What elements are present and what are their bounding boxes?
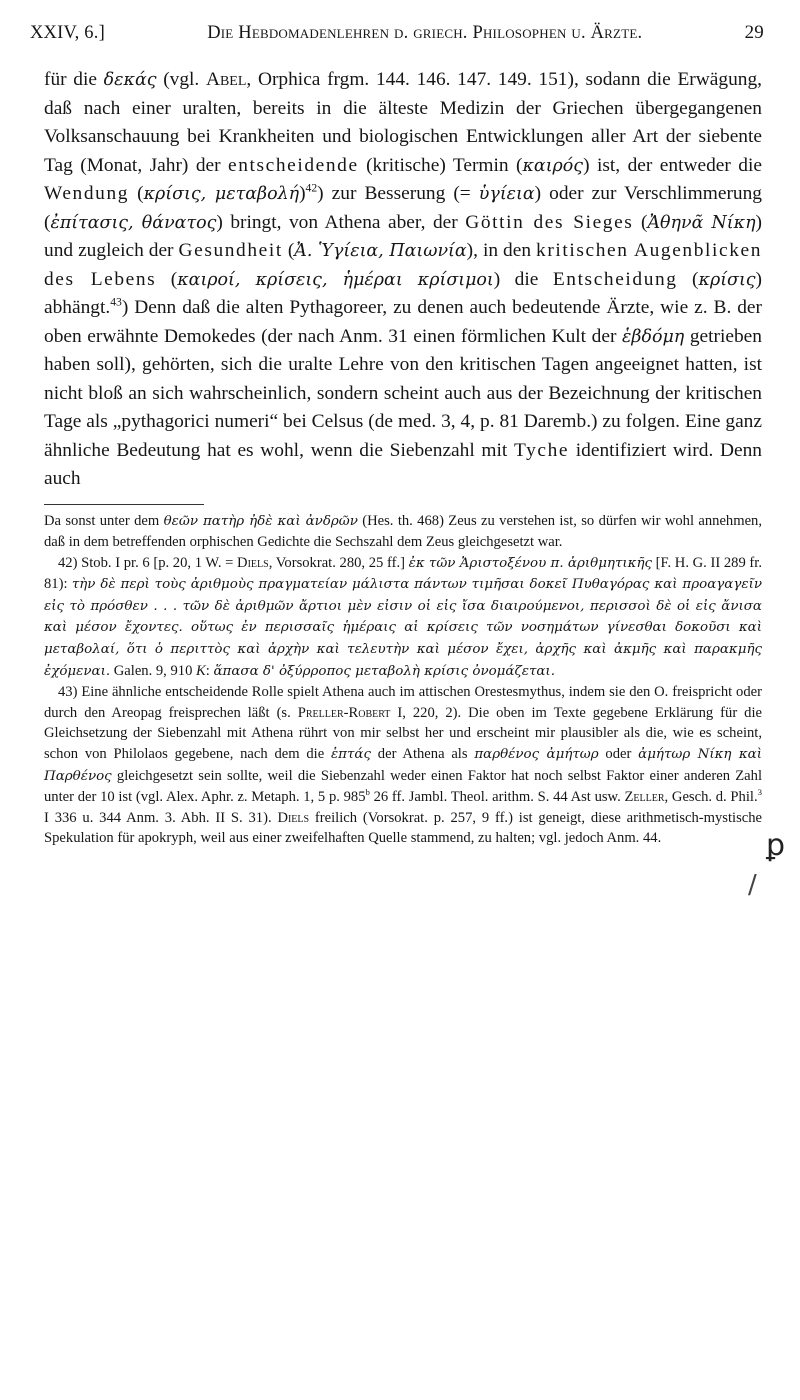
page-number: 29 — [744, 22, 764, 43]
footnotes — [44, 511, 762, 850]
running-header — [30, 22, 764, 44]
main-text — [44, 66, 762, 494]
footnote-43: 43) Eine ähnliche entscheidende Rolle spielt Athena auch im attischen Orestesmythus, indem sie den O. freispricht oder durch den Areopag freisprechen läßt (s. Preller-Robert I, 220, 2). Die oben im Texte gegebene Erklärung für die Gleichsetzung der Siebenzahl mit Athena rührt von mir selbst her und erscheint mir plausibler als die, wie es scheint, schon von Philolaos gegebene, nach dem die ἑπτάς der Athena als παρθένος ἀμήτωρ oder ἀμήτωρ Νίκη καὶ Παρθένος gleichgesetzt sein sollte, weil die Siebenzahl weder einen Faktor hat noch selbst Faktor einer anderen Zahl unter der 10 ist (vgl. Alex. Aphr. z. Metaph. 1, 5 p. 985$^b$ 26 ff. Jambl. Theol. arithm. S. 44 Ast usw. Zeller, Gesch. d. Phil.$^3$ I 336 u. 344 Anm. 3. Abh. II S. 31). Diels freilich (Vorsokrat. p. 257, 9 ff.) ist geneigt, diese arithmetisch-mystische Spekulation für apokryph, weil aus einer zweifelhaften Quelle stammend, zu halten; vgl. jedoch Anm. 44. — [44, 684, 763, 847]
chapter-reference: XXIV, 6.] — [30, 23, 105, 43]
margin-mark: ꝑ — [766, 828, 786, 863]
margin-slash: / — [748, 870, 757, 900]
footnote-separator — [44, 504, 204, 505]
running-title: Die Hebdomadenlehren d. griech. Philosophen u. Ärzte. — [207, 23, 643, 43]
main-paragraph: für die δεκάς (vgl. Abel, Orphica frgm. 144. 146. 147. 149. 151), sodann die Erwägung, daß nach einer uralten, bereits in die älteste Medizin der Griechen übergegangenen Volksanschauung bei Krankheiten und biologischen Entwicklungen aller Art der siebente Tag (Monat, Jahr) der entscheidende (kritische) Termin (καιρός) ist, der entweder die Wendung (κρίσις, μεταβολή)$^{42}$) zur Besserung (= ὑγίεια) oder zur Verschlimmerung (ἐπίτασις, θάνατος) bringt, von Athena aber, der Göttin des Sieges (Ἀθηνᾶ Νίκη) und zugleich der Gesundheit (Ἀ. Ὑγίεια, Παιωνία), in den kritischen Augenblicken des Lebens (καιροί, κρίσεις, ἡμέραι κρίσιμοι) die Entscheidung (κρίσις) abhängt.$^{43}$) Denn daß die alten Pythagoreer, zu denen auch bedeutende Ärzte, wie z. B. der oben erwähnte Demokedes (der nach Anm. 31 einen förmlichen Kult der ἑβδόμη getrieben haben soll), gehörten, sich die uralte Lehre von den kritischen Tagen angeeignet hatten, ist nicht bloß an sich wahrscheinlich, sondern scheint auch aus der Bezeichnung der kritischen Tage als „pythagorici numeri“ bei Celsus (de med. 3, 4, p. 81 Daremb.) zu folgen. Eine ganz ähnliche Bedeutung hat es wohl, wenn die Siebenzahl mit Tyche identifiziert wird. Denn auch — [44, 69, 763, 489]
footnote-continuation: Da sonst unter dem θεῶν πατὴρ ἠδὲ καὶ ἀνδρῶν (Hes. th. 468) Zeus zu verstehen ist, so dürfen wir wohl annehmen, daß in dem betreffenden orphischen Gedichte die Sechszahl dem Zeus gleichgesetzt war. — [44, 512, 762, 551]
book-page — [30, 22, 764, 849]
footnote-42: 42) Stob. I pr. 6 [p. 20, 1 W. = Diels, Vorsokrat. 280, 25 ff.] ἐκ τῶν Ἀριστοξένου π. ἀριθμητικῆς [F. H. G. II 289 fr. 81): τὴν δὲ περὶ τοὺς ἀριθμοὺς πραγματείαν μάλιστα πάντων τιμῆσαι δοκεῖ Πυθαγόρας καὶ προαγαγεῖν εἰς τὸ πρόσθεν . . . τῶν δὲ ἀριθμῶν ἄρτιοι μὲν εἰσιν οἱ εἰς ἴσα διαιρούμενοι, περισσοὶ δὲ οἱ εἰς ἄνισα καὶ μέσον ἔχοντες. οὕτως ἐν περισσαῖς ἡμέραις αἱ κρίσεις τῶν νοσημάτων γίνεσθαι δοκοῦσι καὶ μεταβολαί, ὅτι ὁ περιττὸς καὶ ἀρχὴν καὶ τελευτὴν καὶ μέσον ἔχει, ἀρχῆς καὶ ἀκμῆς καὶ παρακμῆς ἐχόμεναι. Galen. 9, 910 K: ἅπασα δ' ὀξύρροπος μεταβολὴ κρίσις ὀνομάζεται. — [44, 554, 762, 679]
